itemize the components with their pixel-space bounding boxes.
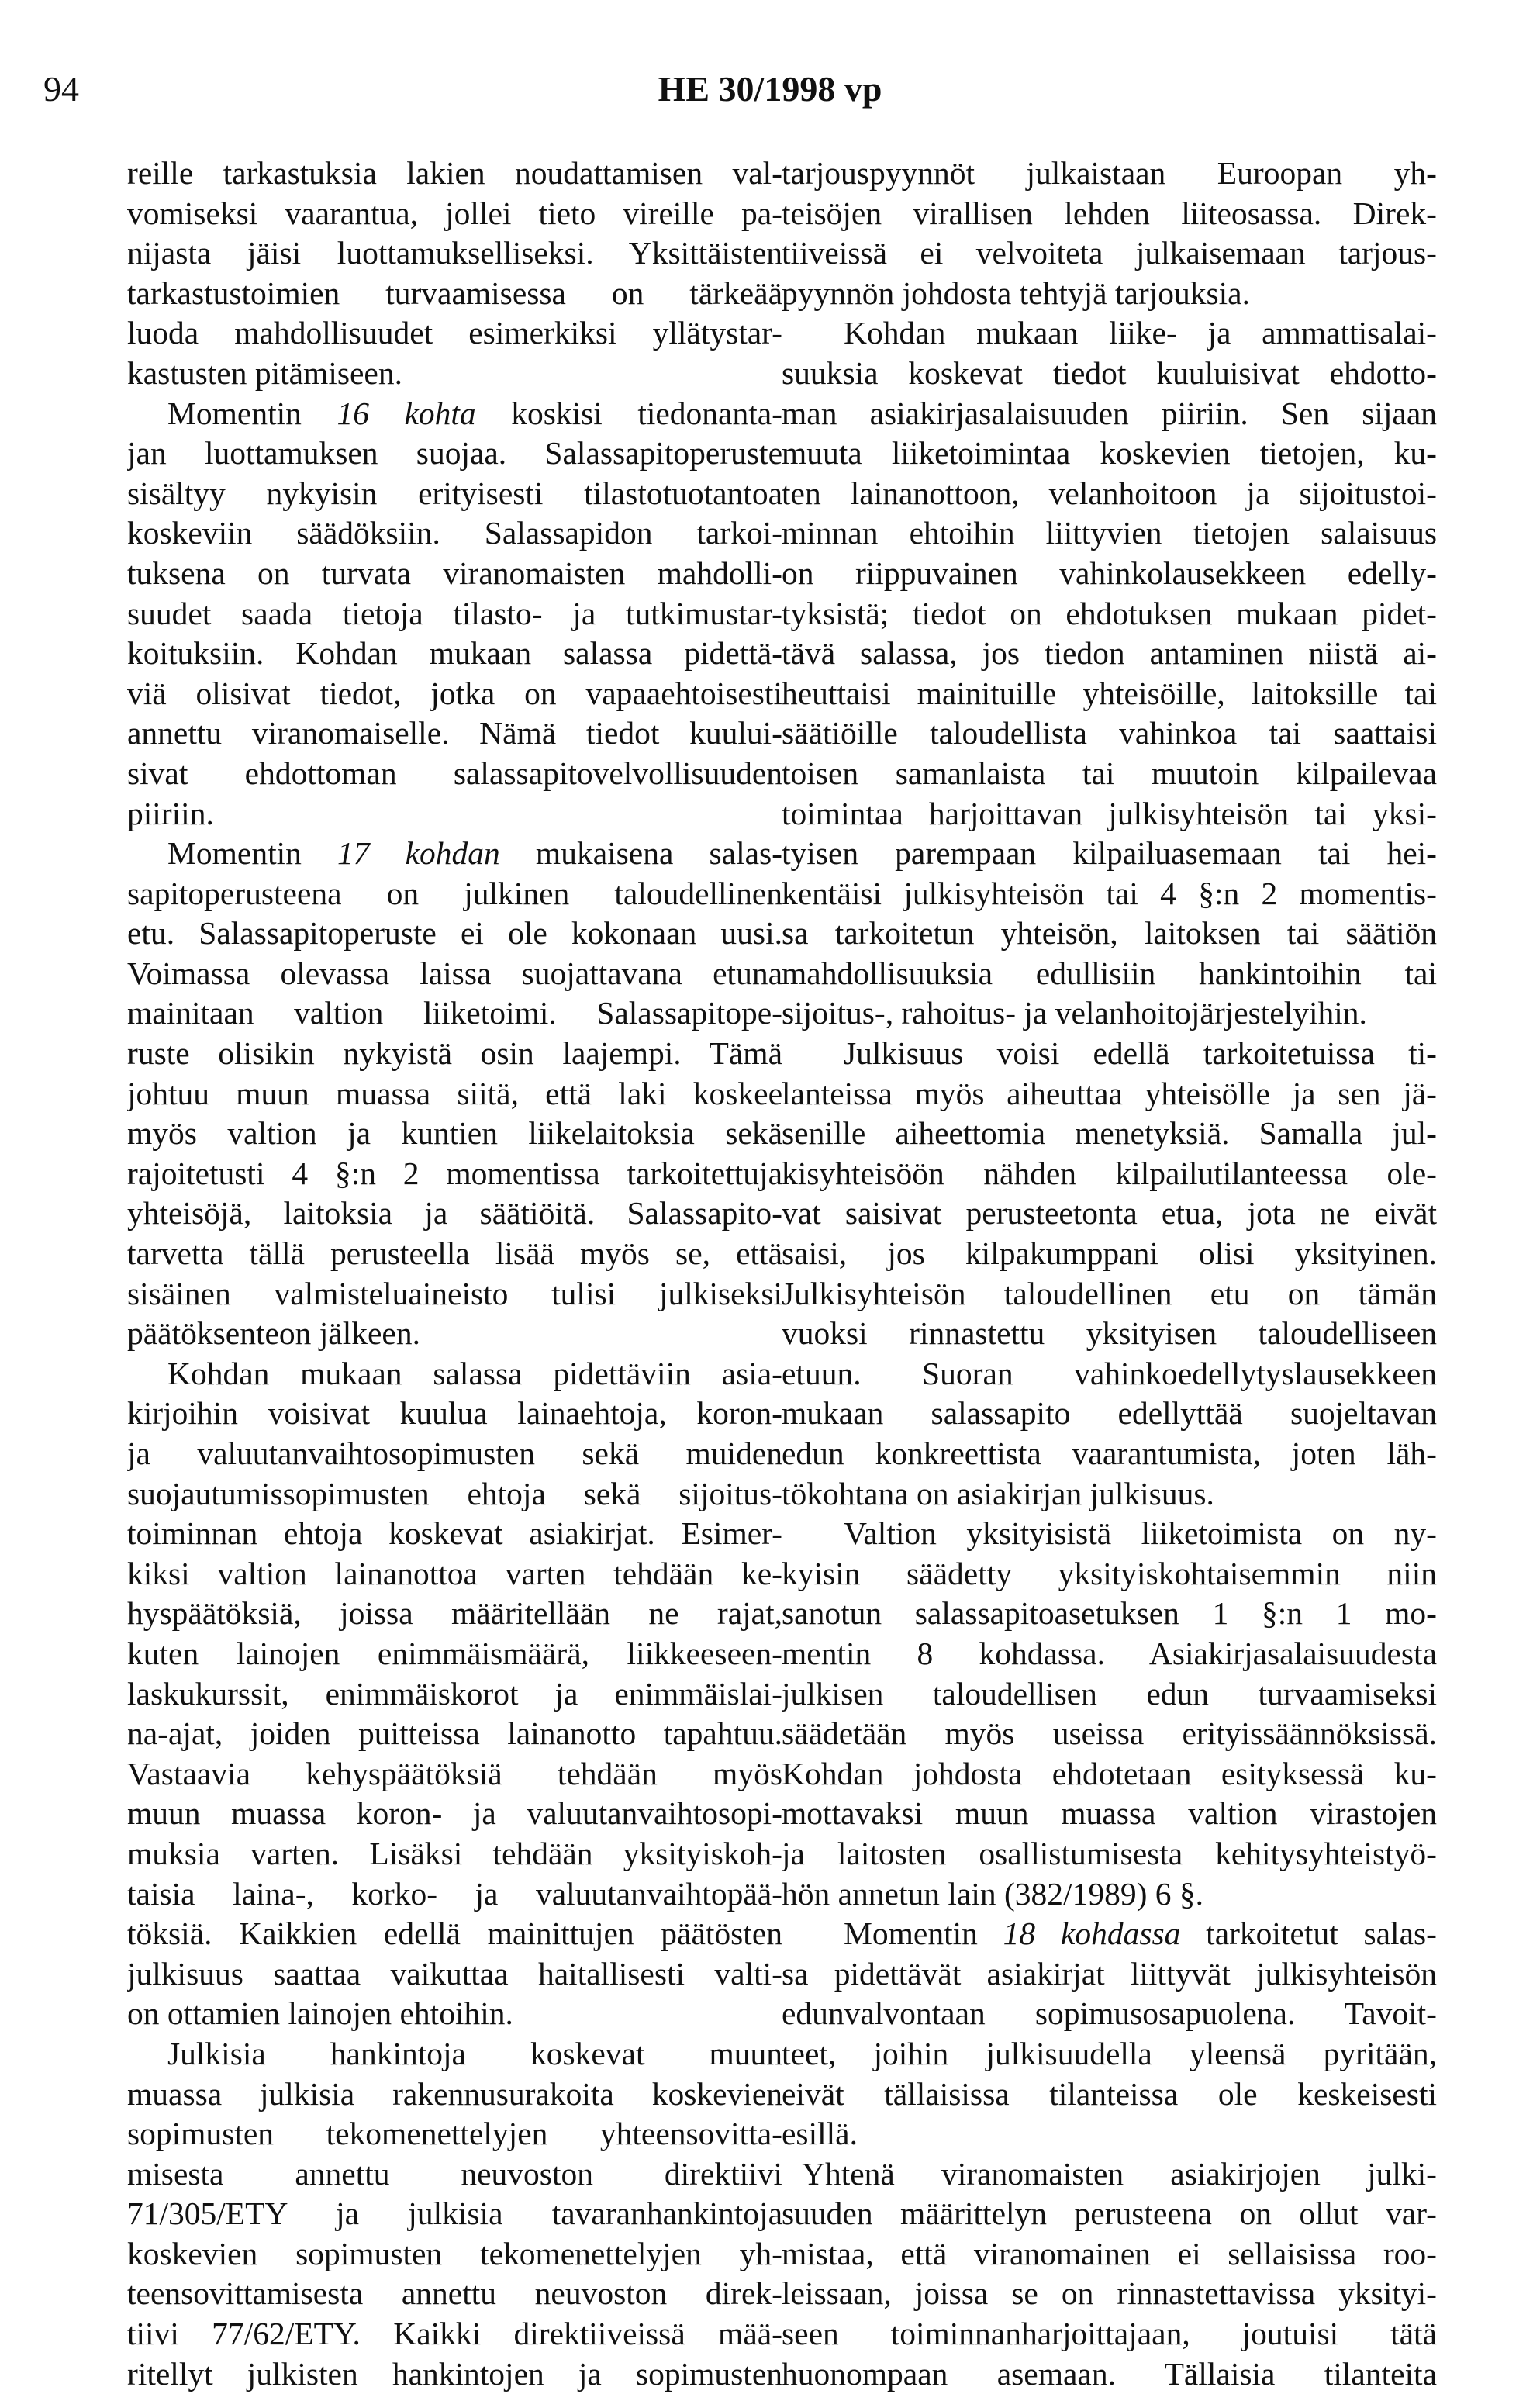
text-line: kastusten pitämiseen.: [127, 354, 402, 391]
text-line: rajoitetusti 4 §:n 2 momentissa tarkoitettuja: [127, 1155, 782, 1191]
italic-reference: 17 kohdan: [337, 835, 500, 872]
text-segment: Momentin: [844, 1916, 1003, 1952]
text-line: reille tarkastuksia lakien noudattamisen val-: [127, 155, 782, 191]
text-segment: koskisi tiedonanta-: [475, 395, 782, 431]
text-line: Voimassa olevassa laissa suojattavana etuna: [127, 955, 782, 991]
text-line: [127, 394, 782, 434]
text-line: tyisen parempaan kilpailuasemaan tai hei-: [782, 835, 1437, 872]
text-line: man asiakirjasalaisuuden piiriin. Sen sijaan: [782, 395, 1437, 431]
text-line: säädetään myös useissa erityissäännöksissä.: [782, 1715, 1437, 1752]
text-line: edunvalvontaan sopimusosapuolena. Tavoit-: [782, 1995, 1437, 2032]
text-line: töksiä. Kaikkien edellä mainittujen päätösten: [127, 1916, 782, 1952]
text-line: [127, 834, 782, 874]
text-line: teensovittamisesta annettu neuvoston direk-: [127, 2275, 782, 2312]
text-line: ten lainanottoon, velanhoitoon ja sijoitustoi-: [782, 475, 1437, 511]
text-line: ja laitosten osallistumisesta kehitysyhteistyö-: [782, 1835, 1437, 1871]
right-column: [782, 154, 1437, 2394]
text-segment: mukaisena salas-: [499, 835, 782, 872]
text-line: tarvetta tällä perusteella lisää myös se, että: [127, 1235, 782, 1272]
text-line: sanotun salassapitoasetuksen 1 §:n 1 mo-: [782, 1595, 1437, 1632]
text-line: teet, joihin julkisuudella yleensä pyritään,: [782, 2035, 1437, 2071]
text-line: julkisen taloudellisen edun turvaamiseksi: [782, 1675, 1437, 1712]
text-line: lanteissa myös aiheuttaa yhteisölle ja sen jä-: [782, 1075, 1437, 1111]
text-line: tökohtana on asiakirjan julkisuus.: [782, 1475, 1214, 1511]
text-line: yhteisöjä, laitoksia ja säätiöitä. Salassapito-: [127, 1195, 782, 1232]
text-line: sapitoperusteena on julkinen taloudellinen: [127, 875, 782, 911]
text-line: Julkisyhteisön taloudellinen etu on tämän: [782, 1275, 1437, 1311]
text-line: säätiöille taloudellista vahinkoa tai saattaisi: [782, 715, 1437, 751]
text-line: sopimusten tekomenettelyjen yhteensovitta-: [127, 2116, 782, 2152]
text-line: luoda mahdollisuudet esimerkiksi yllätystar-: [127, 315, 782, 351]
text-line: koskeviin säädöksiin. Salassapidon tarkoi-: [127, 515, 782, 551]
text-line: etu. Salassapitoperuste ei ole kokonaan uusi.: [127, 915, 782, 952]
text-line: suuksia koskevat tiedot kuuluisivat ehdotto-: [782, 354, 1437, 391]
text-line: on riippuvainen vahinkolausekkeen edelly-: [782, 554, 1437, 591]
text-line: tuksena on turvata viranomaisten mahdolli-: [127, 554, 782, 591]
text-line: esillä.: [782, 2116, 858, 2152]
text-line: jan luottamuksen suojaa. Salassapitoperuste: [127, 435, 782, 472]
text-line: julkisuus saattaa vaikuttaa haitallisesti valti-: [127, 1955, 782, 1992]
text-line: Kohdan mukaan salassa pidettäviin asia-: [167, 1355, 782, 1391]
text-line: vomiseksi vaarantua, jollei tieto vireille pa-: [127, 195, 782, 231]
text-line: ritellyt julkisten hankintojen ja sopimusten: [127, 2355, 782, 2392]
text-line: suojautumissopimusten ehtoja sekä sijoitus-: [127, 1475, 782, 1511]
text-line: muksia varten. Lisäksi tehdään yksityiskoh-: [127, 1835, 782, 1871]
text-line: Valtion yksityisistä liiketoimista on ny-: [844, 1515, 1437, 1552]
text-line: na-ajat, joiden puitteissa lainanotto tapahtuu.: [127, 1715, 782, 1752]
text-line: Julkisuus voisi edellä tarkoitetuissa ti-: [844, 1035, 1437, 1072]
text-line: koskevien sopimusten tekomenettelyjen yh-: [127, 2235, 782, 2271]
running-head: HE 30/1998 vp: [658, 69, 882, 109]
text-line: mahdollisuuksia edullisiin hankintoihin tai: [782, 955, 1437, 991]
text-line: suuden määrittelyn perusteena on ollut var-: [782, 2195, 1437, 2232]
text-line: Yhtenä viranomaisten asiakirjojen julki-: [802, 2155, 1437, 2192]
text-line: tyksistä; tiedot on ehdotuksen mukaan pidet-: [782, 595, 1437, 631]
text-line: koituksiin. Kohdan mukaan salassa pidettä-: [127, 635, 782, 672]
text-line: tiivi 77/62/ETY. Kaikki direktiiveissä mää-: [127, 2316, 782, 2352]
text-line: mainitaan valtion liiketoimi. Salassapitope-: [127, 995, 782, 1031]
text-segment: tarkoitetut salas-: [1180, 1916, 1437, 1952]
text-line: kyisin säädetty yksityiskohtaisemmin niin: [782, 1555, 1437, 1591]
text-line: sivat ehdottoman salassapitovelvollisuuden: [127, 755, 782, 791]
text-line: toisen samanlaista tai muutoin kilpailevaa: [782, 755, 1437, 791]
text-line: päätöksenteon jälkeen.: [127, 1315, 420, 1352]
text-line: pyynnön johdosta tehtyjä tarjouksia.: [782, 275, 1250, 311]
text-segment: Momentin: [167, 835, 338, 872]
text-line: tarjouspyynnöt julkaistaan Euroopan yh-: [782, 155, 1437, 191]
text-line: mentin 8 kohdassa. Asiakirjasalaisuudesta: [782, 1635, 1437, 1671]
text-line: viä olisivat tiedot, jotka on vapaaehtoisesti: [127, 675, 782, 711]
text-line: teisöjen virallisen lehden liiteosassa. Direk-: [782, 195, 1437, 231]
text-line: sa pidettävät asiakirjat liittyvät julkisyhteisön: [782, 1955, 1437, 1992]
text-line: johtuu muun muassa siitä, että laki koskee: [127, 1075, 782, 1111]
text-line: hyspäätöksiä, joissa määritellään ne rajat,: [127, 1595, 782, 1632]
text-line: sisältyy nykyisin erityisesti tilastotuotantoa: [127, 475, 782, 511]
text-line: tiiveissä ei velvoiteta julkaisemaan tarjous-: [782, 235, 1437, 271]
text-line: kiksi valtion lainanottoa varten tehdään ke-: [127, 1555, 782, 1591]
text-line: kirjoihin voisivat kuulua lainaehtoja, koron-: [127, 1395, 782, 1432]
text-line: Kohdan johdosta ehdotetaan esityksessä ku-: [782, 1755, 1437, 1791]
text-line: piiriin.: [127, 795, 214, 831]
text-line: etuun. Suoran vahinkoedellytyslausekkeen: [782, 1355, 1437, 1391]
text-line: toiminnan ehtoja koskevat asiakirjat. Esimer-: [127, 1515, 782, 1552]
text-line: on ottamien lainojen ehtoihin.: [127, 1995, 513, 2032]
text-line: mistaa, että viranomainen ei sellaisissa roo-: [782, 2235, 1437, 2271]
text-line: ruste olisikin nykyistä osin laajempi. Tämä: [127, 1035, 782, 1072]
text-line: mukaan salassapito edellyttää suojeltavan: [782, 1395, 1437, 1432]
text-line: minnan ehtoihin liittyvien tietojen salaisuus: [782, 515, 1437, 551]
text-line: Julkisia hankintoja koskevat muun: [167, 2035, 782, 2071]
page-number: 94: [43, 69, 79, 109]
text-line: myös valtion ja kuntien liikelaitoksia sekä: [127, 1115, 782, 1152]
text-line: misesta annettu neuvoston direktiivi: [127, 2155, 782, 2192]
text-line: kisyhteisöön nähden kilpailutilanteessa ole-: [782, 1155, 1437, 1191]
text-line: muassa julkisia rakennusurakoita koskevien: [127, 2075, 782, 2112]
text-line: sa tarkoitetun yhteisön, laitoksen tai säätiön: [782, 915, 1437, 952]
text-line: senille aiheettomia menetyksiä. Samalla jul-: [782, 1115, 1437, 1152]
text-line: eivät tällaisissa tilanteissa ole keskeisesti: [782, 2075, 1437, 2112]
text-line: saisi, jos kilpakumppani olisi yksityinen.: [782, 1235, 1437, 1272]
text-line: annettu viranomaiselle. Nämä tiedot kuului-: [127, 715, 782, 751]
text-line: Vastaavia kehyspäätöksiä tehdään myös: [127, 1755, 782, 1791]
text-line: tävä salassa, jos tiedon antaminen niistä ai-: [782, 635, 1437, 672]
text-line: muuta liiketoimintaa koskevien tietojen, ku-: [782, 435, 1437, 472]
text-line: tarkastustoimien turvaamisessa on tärkeää: [127, 275, 782, 311]
left-column: [127, 154, 782, 2394]
text-line: nijasta jäisi luottamukselliseksi. Yksittäisten: [127, 235, 782, 271]
text-line: sijoitus-, rahoitus- ja velanhoitojärjestelyihin.: [782, 995, 1367, 1031]
text-line: taisia laina-, korko- ja valuutanvaihtopää-: [127, 1875, 782, 1912]
italic-reference: 18 kohdassa: [1003, 1916, 1181, 1952]
text-line: huonompaan asemaan. Tällaisia tilanteita: [782, 2355, 1437, 2392]
text-line: kuten lainojen enimmäismäärä, liikkeeseen-: [127, 1635, 782, 1671]
text-line: kentäisi julkisyhteisön tai 4 §:n 2 momentis-: [782, 875, 1437, 911]
text-line: ja valuutanvaihtosopimusten sekä muiden: [127, 1435, 782, 1471]
text-line: Kohdan mukaan liike- ja ammattisalai-: [844, 315, 1437, 351]
text-line: laskukurssit, enimmäiskorot ja enimmäislai-: [127, 1675, 782, 1712]
text-line: edun konkreettista vaarantumista, joten läh-: [782, 1435, 1437, 1471]
text-line: [782, 1914, 1437, 1954]
text-line: toimintaa harjoittavan julkisyhteisön tai yksi-: [782, 795, 1437, 831]
text-line: 71/305/ETY ja julkisia tavaranhankintoja: [127, 2195, 782, 2232]
text-line: vat saisivat perusteetonta etua, jota ne eivät: [782, 1195, 1437, 1232]
italic-reference: 16 kohta: [337, 395, 476, 431]
text-line: seen toiminnanharjoittajaan, joutuisi tätä: [782, 2316, 1437, 2352]
text-line: mottavaksi muun muassa valtion virastojen: [782, 1795, 1437, 1832]
text-line: leissaan, joissa se on rinnastettavissa yksityi-: [782, 2275, 1437, 2312]
text-segment: Momentin: [167, 395, 337, 431]
text-line: vuoksi rinnastettu yksityisen taloudelliseen: [782, 1315, 1437, 1352]
text-line: suudet saada tietoja tilasto- ja tutkimustar-: [127, 595, 782, 631]
text-line: sisäinen valmisteluaineisto tulisi julkiseksi: [127, 1275, 782, 1311]
text-line: muun muassa koron- ja valuutanvaihtosopi-: [127, 1795, 782, 1832]
text-line: hön annetun lain (382/1989) 6 §.: [782, 1875, 1204, 1912]
text-line: heuttaisi mainituille yhteisöille, laitoksille tai: [782, 675, 1437, 711]
